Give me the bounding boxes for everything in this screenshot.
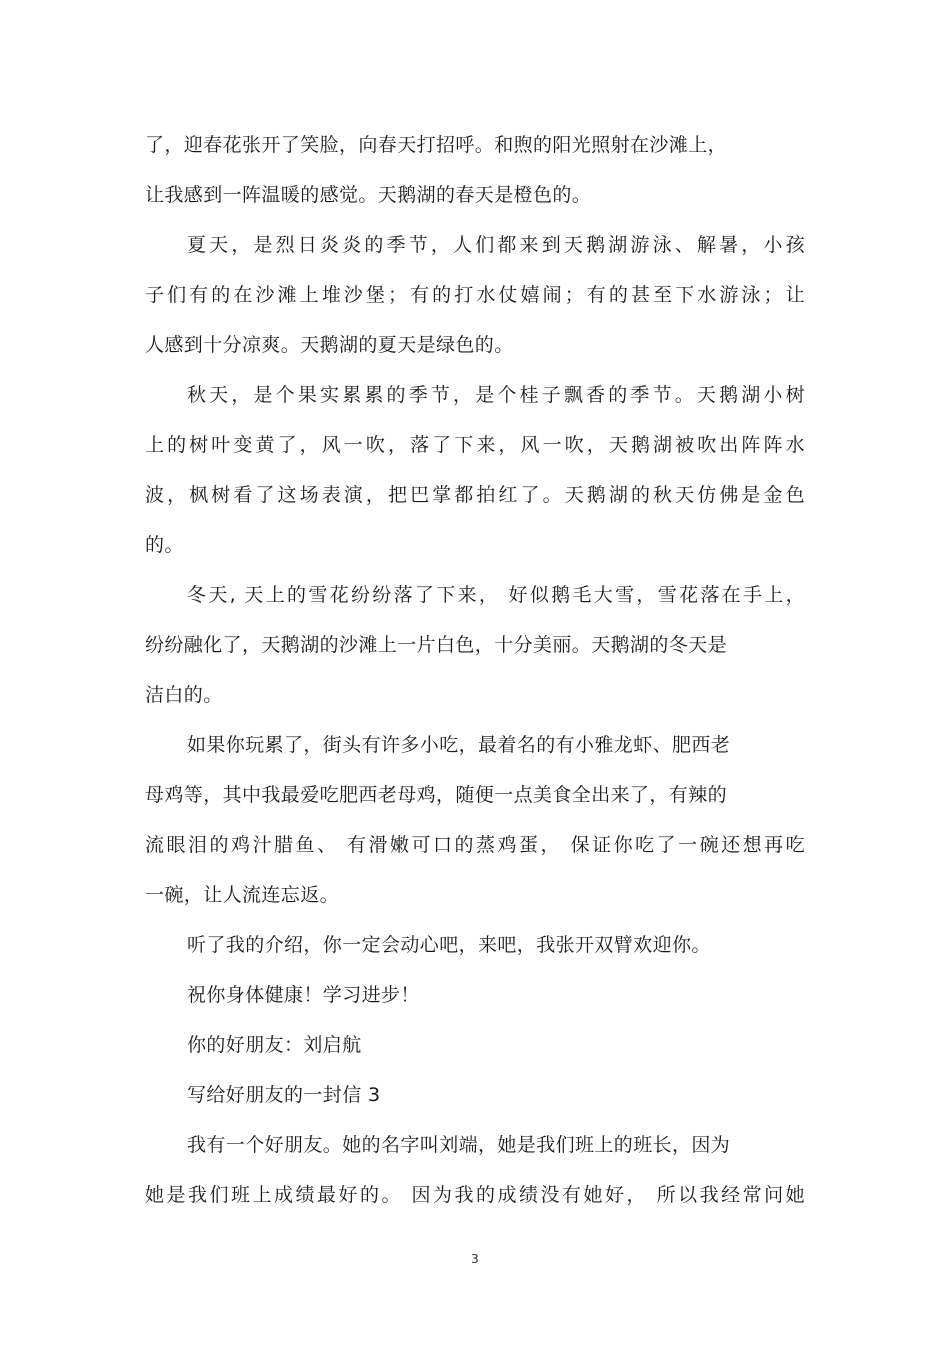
text-line: 了，迎春花张开了笑脸，向春天打招呼。和煦的阳光照射在沙滩上， — [145, 134, 728, 156]
text-line: 我有一个好朋友。她的名字叫刘端，她是我们班上的班长，因为 — [187, 1134, 731, 1156]
page-number: 3 — [471, 1252, 479, 1266]
text-line: 写给好朋友的一封信 3 — [187, 1084, 381, 1106]
text-line: 母鸡等，其中我最爱吃肥西老母鸡，随便一点美食全出来了，有辣的 — [145, 784, 728, 806]
text-line: 你的好朋友：刘启航 — [187, 1034, 362, 1056]
text-line: 夏天，是烈日炎炎的季节，人们都来到天鹅湖游泳、解暑，小孩 — [187, 234, 805, 256]
text-line: 祝你身体健康！学习进步！ — [187, 984, 420, 1006]
text-line: 让我感到一阵温暖的感觉。天鹅湖的春天是橙色的。 — [145, 184, 592, 206]
text-line: 的。 — [145, 534, 184, 556]
text-line: 冬天, 天上的雪花纷纷落了下来， 好似鹅毛大雪，雪花落在手上， — [187, 584, 805, 606]
body-text — [145, 120, 805, 1220]
text-line: 波，枫树看了这场表演，把巴掌都拍红了。天鹅湖的秋天仿佛是金色 — [145, 484, 805, 506]
text-line: 流眼泪的鸡汁腊鱼、 有滑嫩可口的蒸鸡蛋， 保证你吃了一碗还想再吃 — [145, 834, 805, 856]
text-line: 如果你玩累了，街头有许多小吃，最着名的有小雅龙虾、肥西老 — [187, 734, 731, 756]
text-line: 上的树叶变黄了，风一吹，落了下来，风一吹，天鹅湖被吹出阵阵水 — [145, 434, 805, 456]
text-line: 洁白的。 — [145, 684, 223, 706]
text-line: 听了我的介绍，你一定会动心吧，来吧，我张开双臂欢迎你。 — [187, 934, 711, 956]
text-line: 秋天，是个果实累累的季节，是个桂子飘香的季节。天鹅湖小树 — [187, 384, 805, 406]
text-line: 人感到十分凉爽。天鹅湖的夏天是绿色的。 — [145, 334, 514, 356]
text-line: 一碗，让人流连忘返。 — [145, 884, 340, 906]
text-line: 她是我们班上成绩最好的。 因为我的成绩没有她好， 所以我经常问她 — [145, 1184, 805, 1206]
text-line: 子们有的在沙滩上堆沙堡；有的打水仗嬉闹；有的甚至下水游泳；让 — [145, 284, 805, 306]
text-line: 纷纷融化了，天鹅湖的沙滩上一片白色，十分美丽。天鹅湖的冬天是 — [145, 634, 728, 656]
